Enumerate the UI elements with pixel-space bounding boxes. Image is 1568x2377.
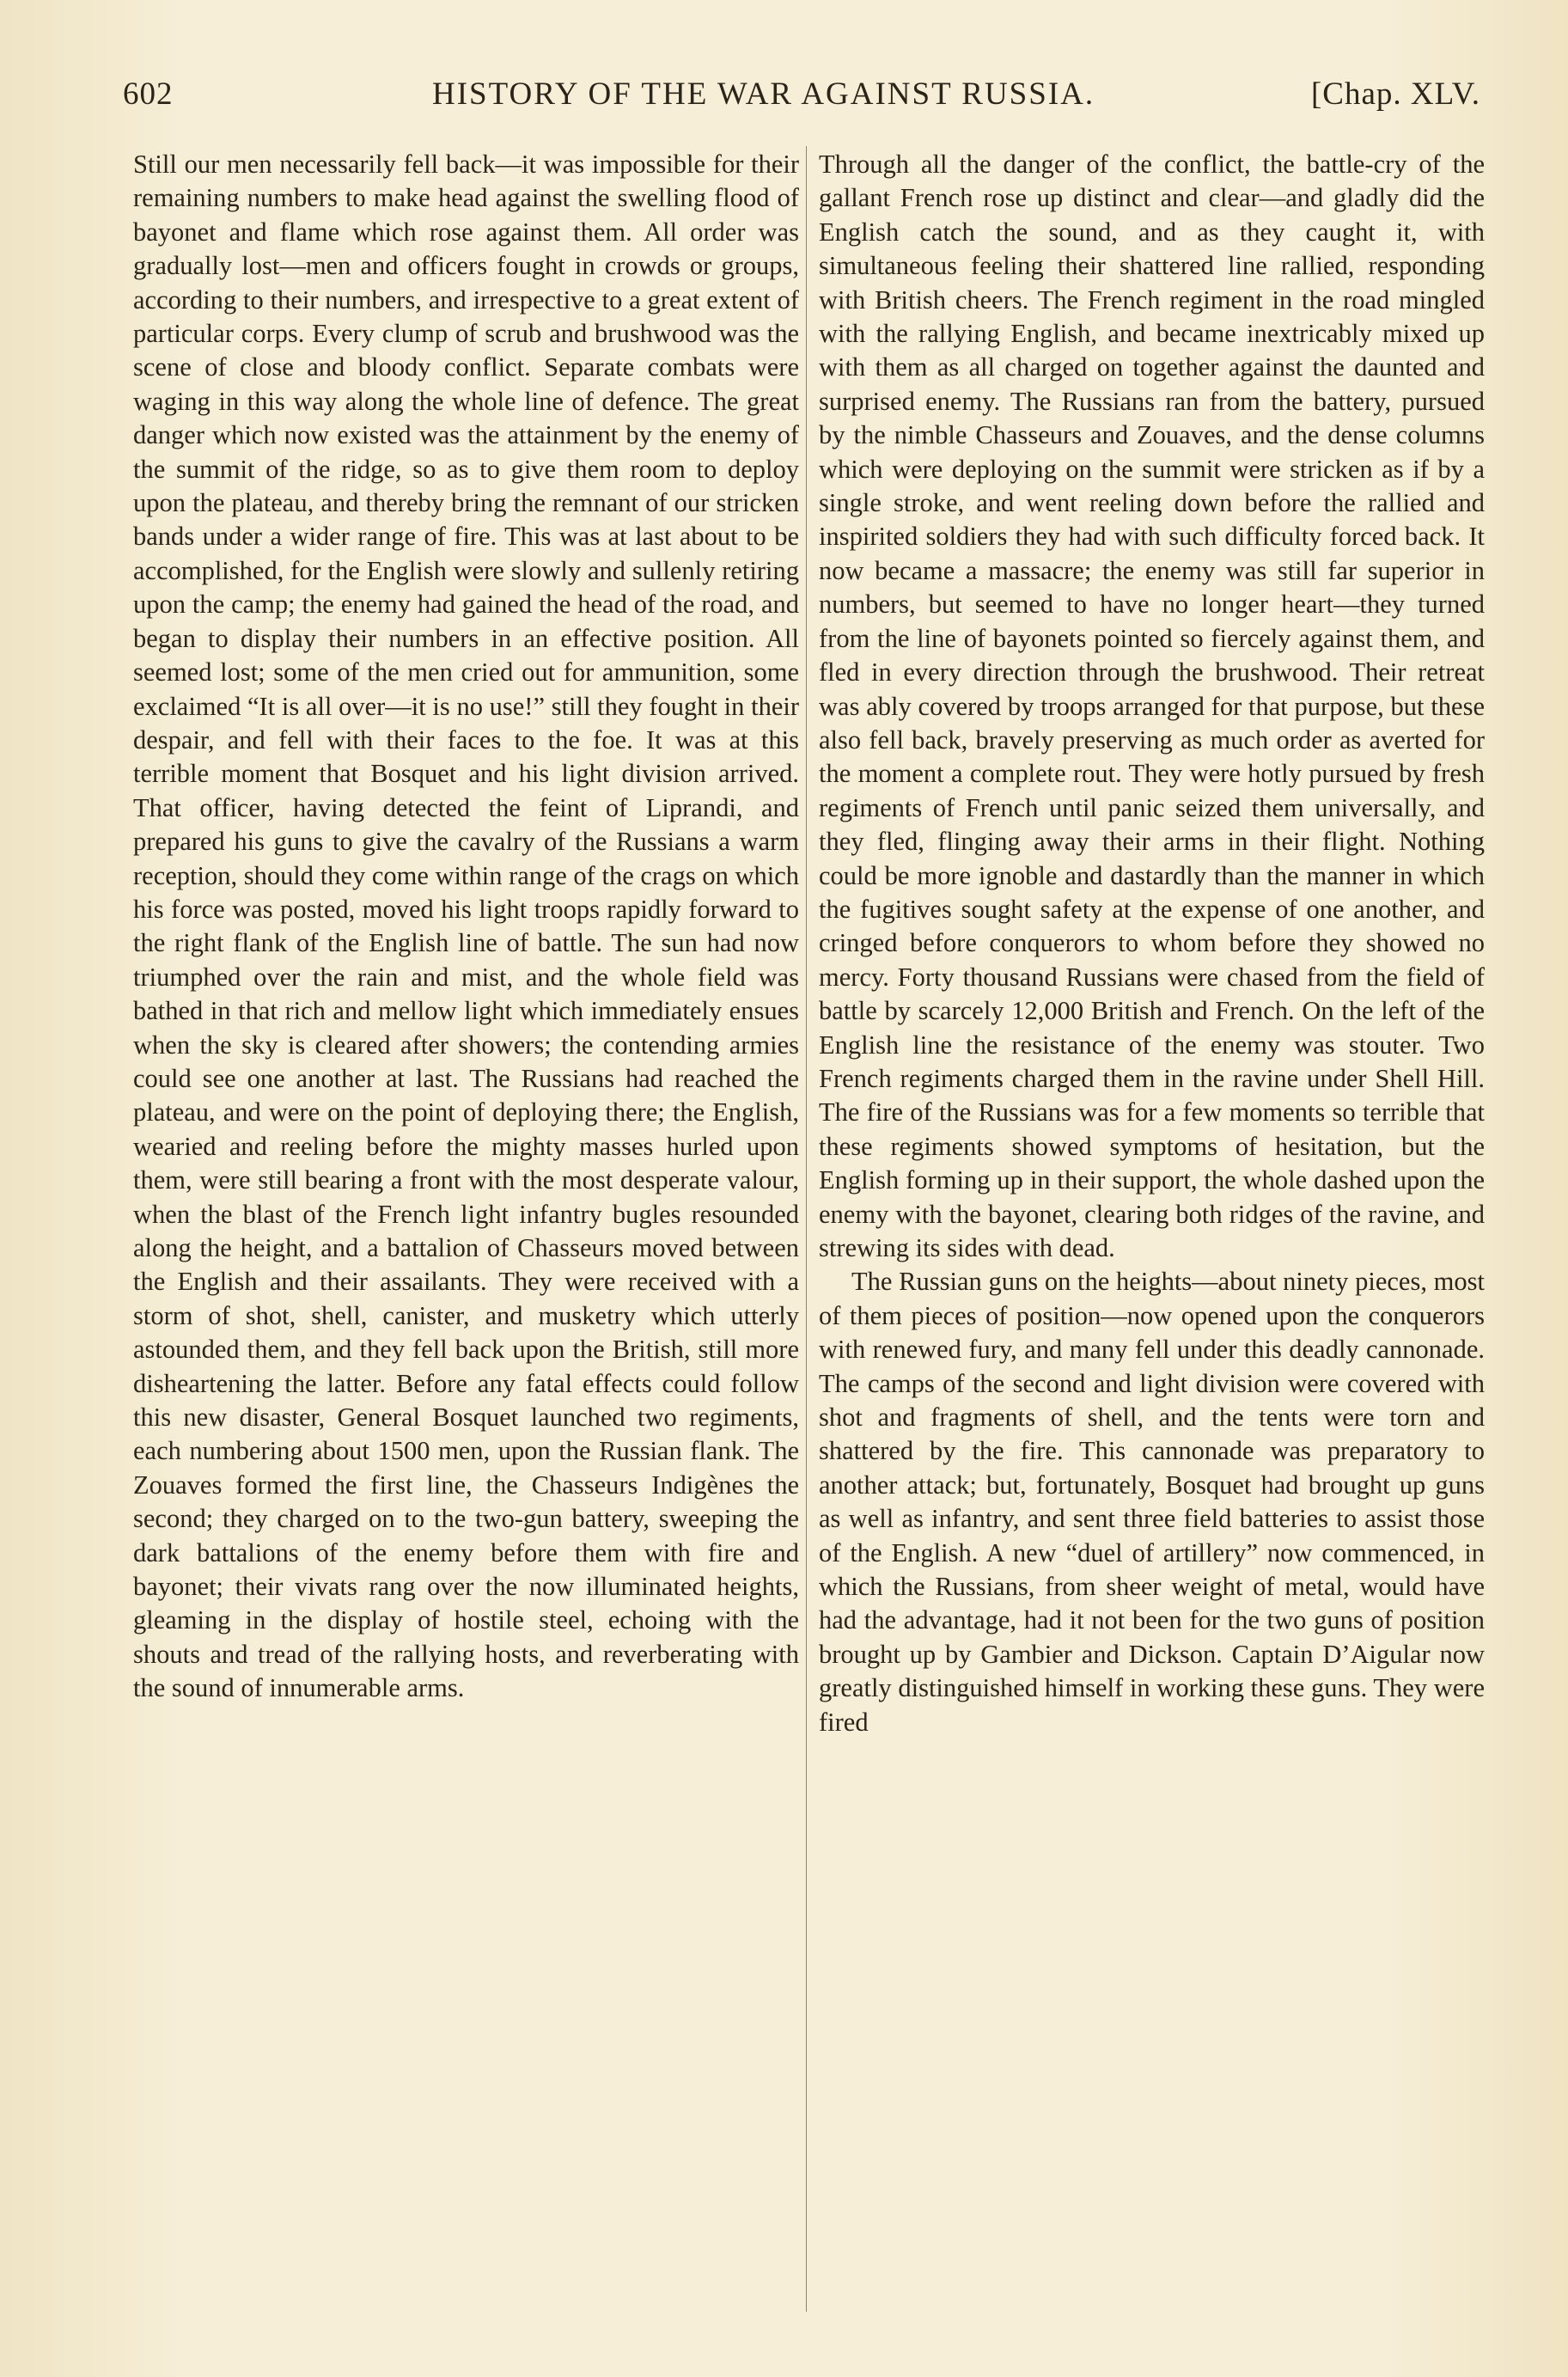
left-column: [133, 148, 799, 2331]
running-header: [123, 76, 1480, 127]
paragraph: Through all the danger of the conflict, the battle-cry of the gallant French rose up distinct and clear—and gladly did the English catch the sound, and as they caught it, with simultaneous feeling their shattered line rallied, responding with British cheers. The French regiment in the road mingled with the rallying English, and became inextricably mixed up with them as all charged on together against the daunted and surprised enemy. The Russians ran from the battery, pursued by the nimble Chasseurs and Zouaves, and the dense columns which were deploying on the summit were stricken as if by a single stroke, and went reeling down before the rallied and inspirited soldiers they had with such difficulty forced back. It now became a massacre; the enemy was still far superior in numbers, but seemed to have no longer heart—they turned from the line of bayonets pointed so fiercely against them, and fled in every direction through the brushwood. Their retreat was ably covered by troops arranged for that purpose, but these also fell back, bravely preserving as much order as averted for the moment a complete rout. They were hotly pursued by fresh regiments of French until panic seized them universally, and they fled, flinging away their arms in their flight. Nothing could be more ignoble and dastardly than the manner in which the fugitives sought safety at the expense of one another, and cringed before conquerors to whom before they showed no mercy. Forty thousand Russians were chased from the field of battle by scarcely 12,000 British and French. On the left of the English line the resistance of the enemy was stouter. Two French regiments charged them in the ravine under Shell Hill. The fire of the Russians was for a few moments so terrible that these regiments showed symptoms of hesitation, but the English forming up in their support, the whole dashed upon the enemy with the bayonet, clearing both ridges of the ravine, and strewing its sides with dead.: [819, 150, 1485, 1262]
running-title: HISTORY OF THE WAR AGAINST RUSSIA.: [432, 76, 1095, 112]
paragraph: The Russian guns on the heights—about ninety pieces, most of them pieces of position—now opened upon the conquerors with renewed fury, and many fell under this deadly cannonade. The camps of the second and light division were covered with shot and fragments of shell, and the tents were torn and shattered by the fire. This cannonade was preparatory to another attack; but, fortunately, Bosquet had brought up guns as well as infantry, and sent three field batteries to assist those of the English. A new “duel of artillery” now commenced, in which the Russians, from sheer weight of metal, would have had the advantage, had it not been for the two guns of position brought up by Gambier and Dickson. Captain D’Aigular now greatly distinguished himself in working these guns. They were fired: [819, 1267, 1485, 1737]
right-column: [819, 148, 1485, 2331]
paragraph: Still our men necessarily fell back—it was impossible for their remaining numbers to make head against the swelling flood of bayonet and flame which rose against them. All order was gradually lost—men and officers fought in crowds or groups, according to their numbers, and irrespective to a great extent of particular corps. Every clump of scrub and brushwood was the scene of close and bloody conflict. Separate combats were waging in this way along the whole line of defence. The great danger which now existed was the attainment by the enemy of the summit of the ridge, so as to give them room to deploy upon the plateau, and thereby bring the remnant of our stricken bands under a wider range of fire. This was at last about to be accomplished, for the English were slowly and sullenly retiring upon the camp; the enemy had gained the head of the road, and began to display their numbers in an effective position. All seemed lost; some of the men cried out for ammunition, some exclaimed “It is all over—it is no use!” still they fought in their despair, and fell with their faces to the foe. It was at this terrible moment that Bosquet and his light division arrived. That officer, having detected the feint of Liprandi, and prepared his guns to give the cavalry of the Russians a warm reception, should they come within range of the crags on which his force was posted, moved his light troops rapidly forward to the right flank of the English line of battle. The sun had now triumphed over the rain and mist, and the whole field was bathed in that rich and mellow light which immediately ensues when the sky is cleared after showers; the contending armies could see one another at last. The Russians had reached the plateau, and were on the point of deploying there; the English, wearied and reeling before the mighty masses hurled upon them, were still bearing a front with the most desperate valour, when the blast of the French light infantry bugles resounded along the height, and a battalion of Chasseurs moved between the English and their assailants. They were received with a storm of shot, shell, canister, and musketry which utterly astounded them, and they fell back upon the British, still more disheartening the latter. Before any fatal effects could follow this new disaster, General Bosquet launched two regiments, each numbering about 1500 men, upon the Russian flank. The Zouaves formed the first line, the Chasseurs Indigènes the second; they charged on to the two-gun battery, sweeping the dark battalions of the enemy before them with fire and bayonet; their vivats rang over the now illuminated heights, gleaming in the display of hostile steel, echoing with the shouts and tread of the rallying hosts, and reverberating with the sound of innumerable arms.: [133, 150, 799, 1703]
page-number: 602: [123, 76, 174, 112]
chapter-label: [Chap. XLV.: [1310, 76, 1480, 112]
column-divider: [806, 146, 807, 2312]
